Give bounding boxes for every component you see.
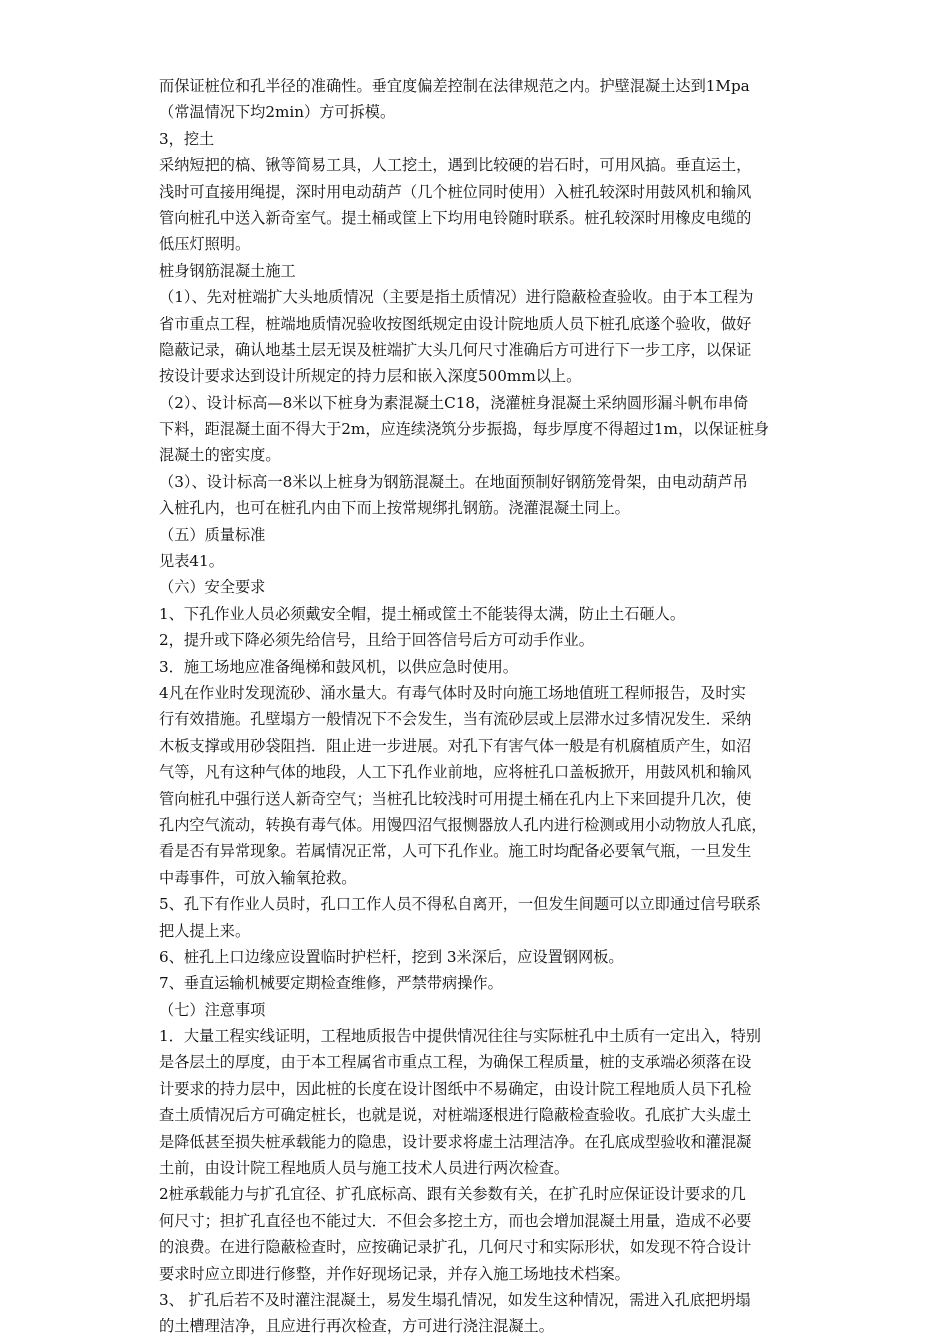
text-line: 是降低甚至损失桩承载能力的隐患，设计要求将虚土沽理洁净。在孔底成型验收和灌混凝: [159, 1132, 752, 1151]
text-line: 6、桩孔上口边缘应设置临时护栏杆，挖到 3米深后，应设置钢网板。: [159, 947, 624, 966]
text-line: （1）、先对桩端扩大头地质情况（主要是指土质情况）进行隐蔽检查验收。由于本工程为: [159, 288, 754, 307]
text-line: 查土质情况后方可确定桩长，也就是说，对桩端逐根进行隐蔽检查验收。孔底扩大头虚土: [159, 1106, 752, 1125]
text-line: 采纳短把的槁、锹等简易工具，人工挖土，遇到比较硬的岩石时，可用风搞。垂直运土，: [159, 156, 752, 175]
text-line: 是各层土的厚度，由于本工程属省市重点工程，为确保工程质量，桩的支承端必须落在设: [159, 1053, 752, 1072]
text-line: 入桩孔内，也可在桩孔内由下而上按常规绑扎钢筋。浇灌混凝土同上。: [159, 499, 630, 518]
text-line: （常温情况下均2min）方可拆模。: [159, 103, 396, 122]
text-line: 3．施工场地应准备绳梯和鼓风机，以供应急时使用。: [159, 657, 518, 676]
list-item: [159, 680, 859, 891]
paragraph: [159, 284, 859, 390]
text-line: 4凡在作业时发现流砂、涌水量大。有毒气体时及时向施工场地值班工程师报告，及时实: [159, 683, 746, 702]
text-line: 1．大量工程实线证明，工程地质报告中提供情况往往与实际桩孔中土质有一定出入，特别: [159, 1027, 761, 1046]
list-item: [159, 1181, 859, 1287]
section-heading: [159, 126, 859, 152]
text-line: （六）安全要求: [159, 578, 266, 597]
text-line: 管向桩孔中送入新奇室气。提土桶或筐上下均用电铃随时联系。桩孔较深时用橡皮电缆的: [159, 208, 752, 227]
text-line: 管向桩孔中强行送人新奇空气；当桩孔比较浅时可用提土桶在孔内上下来回提升几次，使: [159, 789, 752, 808]
text-line: 的浪费。在进行隐蔽检查时，应按确记录扩孔，几何尺寸和实际形状，如发现不符合设计: [159, 1238, 752, 1257]
paragraph: [159, 152, 859, 258]
section-heading: [159, 258, 859, 284]
text-line: 的土槽理洁净，且应进行再次检查，方可进行浇注混凝土。: [159, 1317, 554, 1336]
text-line: 木板支撑或用砂袋阻挡．阻止进一步进展。对孔下有害气体一般是有机腐植质产生，如沼: [159, 736, 752, 755]
paragraph: [159, 469, 859, 522]
section-heading: [159, 522, 859, 548]
text-line: 桩身钢筋混凝土施工: [159, 261, 296, 280]
text-line: 行有效措施。孔壁塌方一般情况下不会发生，当有流砂层或上层滞水过多情况发生．采纳: [159, 710, 752, 729]
list-item: [159, 944, 859, 970]
text-line: （七）注意事项: [159, 1000, 266, 1019]
text-line: 低压灯照明。: [159, 235, 251, 254]
paragraph: [159, 390, 859, 469]
paragraph: [159, 548, 859, 574]
text-line: 把人提上来。: [159, 921, 251, 940]
text-line: 省市重点工程，桩端地质情况验收按图纸规定由设计院地质人员下桩孔底遂个验收，做好: [159, 314, 752, 333]
text-line: 而保证桩位和孔半径的准确性。垂宜度偏差控制在法律规范之内。护壁混凝土达到1Mpa: [159, 77, 750, 95]
text-line: 土前，由设计院工程地质人员与施工技术人员进行两次检查。: [159, 1159, 570, 1178]
text-line: （3）、设计标高一8米以上桩身为钢筋混凝土。在地面预制好钢筋笼骨架，由电动葫芦吊: [159, 472, 748, 491]
list-item: [159, 601, 859, 627]
text-line: 浅时可直接用绳提，深时用电动葫芦（几个桩位同时使用）入桩孔较深时用鼓风机和输风: [159, 182, 752, 201]
section-heading: [159, 574, 859, 600]
text-line: 3、 扩孔后若不及时灌注混凝土，易发生塌孔情况，如发生这种情况，需进入孔底把坍塌: [159, 1290, 751, 1309]
text-line: 见表41。: [159, 552, 224, 571]
text-line: 2桩承载能力与扩孔宜径、扩孔底标高、跟有关参数有关，在扩孔时应保证设计要求的几: [159, 1185, 746, 1204]
list-item: [159, 654, 859, 680]
text-line: 中毒事件，可放入输氧抢救。: [159, 868, 357, 887]
section-heading: [159, 997, 859, 1023]
list-item: [159, 891, 859, 944]
list-item: [159, 970, 859, 996]
text-line: （2）、设计标高—8米以下桩身为素混凝土C18，浇灌桩身混凝土采纳圆形漏斗帆布串倚: [159, 393, 749, 412]
list-item: [159, 627, 859, 653]
text-line: 3，挖土: [159, 129, 215, 148]
text-line: 孔内空气流动，转换有毒气体。用馒四沼气报恻器放人孔内进行检测或用小动物放人孔底，: [159, 815, 767, 834]
text-line: 按设计要求达到设计所规定的持力层和嵌入深度500mm以上。: [159, 367, 582, 386]
text-line: 要求时应立即进行修整，并作好现场记录，并存入施工场地技术档案。: [159, 1264, 630, 1283]
text-line: 7、垂直运输机械要定期检查维修，严禁带病操作。: [159, 974, 503, 993]
text-line: （五）质量标准: [159, 525, 266, 544]
list-item: [159, 1023, 859, 1181]
text-line: 5、孔下有作业人员时，孔口工作人员不得私自离开，一但发生间题可以立即通过信号联系: [159, 895, 761, 914]
text-line: 隐蔽记录，确认地基土层无误及桩端扩大头几何尺寸准确后方可进行下一步工序，以保证: [159, 340, 752, 359]
text-line: 计要求的持力层中，因此桩的长度在设计图纸中不易确定，由设计院工程地质人员下孔检: [159, 1079, 752, 1098]
text-line: 看是否有异常现象。若属情况正常，人可下孔作业。施工时均配备必要氧气瓶，一旦发生: [159, 842, 752, 861]
document-body: [159, 73, 859, 1340]
text-line: 下料，距混凝土面不得大于2m，应连续浇筑分步振捣，每步厚度不得超过1m，以保证桩身: [159, 420, 770, 439]
text-line: 气等，凡有这种气体的地段，人工下孔作业前地，应将桩孔口盖板掀开，用鼓风机和输风: [159, 763, 752, 782]
text-line: 何尺寸；担扩孔直径也不能过大．不但会多挖土方，而也会增加混凝土用量，造成不必要: [159, 1211, 752, 1230]
text-line: 1、下孔作业人员必须戴安全帽，提土桶或筐土不能装得太满，防止土石砸人。: [159, 604, 686, 623]
paragraph: [159, 73, 859, 126]
text-line: 2，提升或下降必须先给信号，且给于回答信号后方可动手作业。: [159, 631, 594, 650]
text-line: 混凝土的密实度。: [159, 446, 281, 465]
list-item: [159, 1287, 859, 1340]
